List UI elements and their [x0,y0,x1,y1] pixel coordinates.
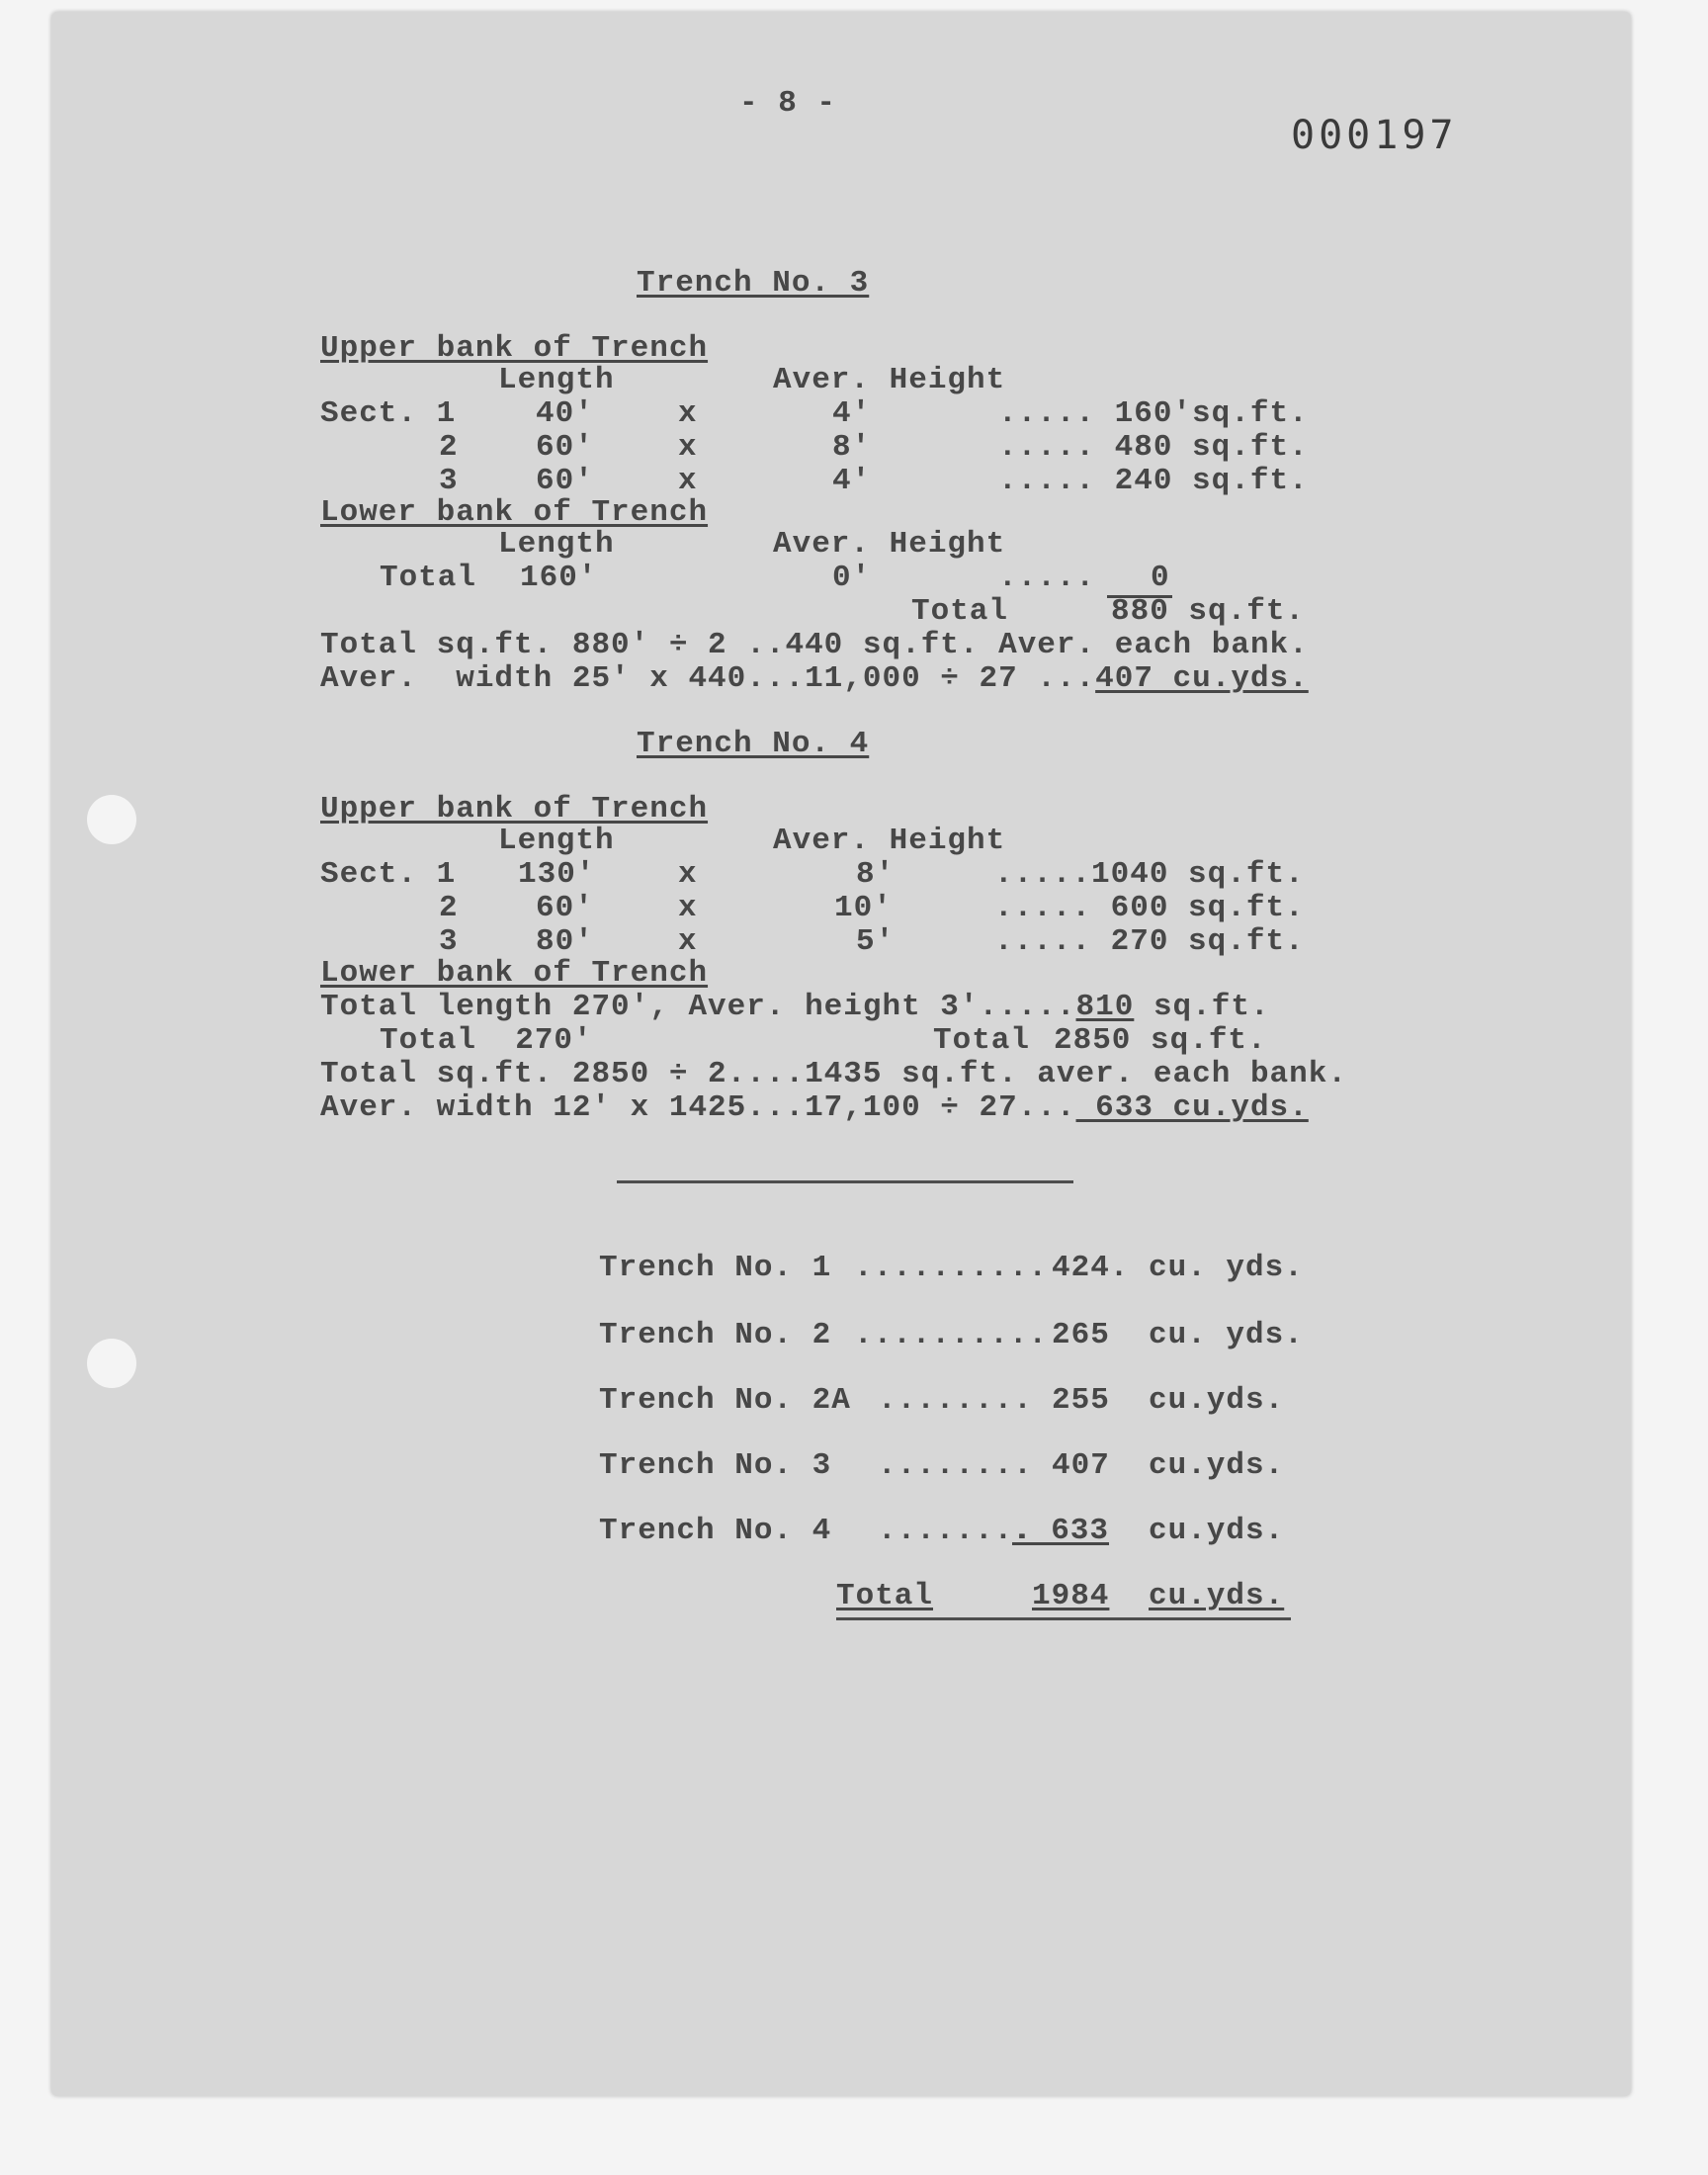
trench4-calc1: Total sq.ft. 2850 ÷ 2....1435 sq.ft. aver. each bank. [320,1057,1347,1091]
trench3-row3-height: 4' [832,464,872,498]
trench3-row1-length: 40' [536,396,594,431]
summary-row-4-dots: ........ [878,1448,1033,1483]
trench3-upper-heading: Upper bank of Trench [320,331,709,366]
trench3-lower-total-length: 160' [520,561,598,595]
trench3-calc1: Total sq.ft. 880' ÷ 2 ..440 sq.ft. Aver. each bank. [320,628,1309,662]
trench4-col-length: Length [498,824,615,858]
summary-row-3-dots: ........ [878,1383,1033,1418]
trench3-row1-result: ..... 160'sq.ft. [998,396,1309,431]
trench4-total-value: 2850 sq.ft. [1054,1023,1267,1058]
summary-row-1-dots: .......... [854,1251,1049,1285]
trench4-row1-height: 8' [856,857,896,892]
trench4-lower-heading: Lower bank of Trench [320,956,709,991]
trench4-row2-height: 10' [834,891,893,925]
trench4-row3-label: 3 [439,924,459,959]
trench4-row3-height: 5' [856,924,896,959]
summary-row-4-value: 407 [1052,1448,1110,1483]
summary-row-2-unit: cu. yds. [1149,1318,1304,1352]
document-number-stamp: 000197 [1291,113,1458,158]
section-divider [617,1180,1073,1183]
summary-row-4-unit: cu.yds. [1149,1448,1285,1483]
trench3-row3-x: x [678,464,698,498]
summary-total-label: Total [836,1579,934,1613]
page-number: - 8 - [739,86,837,121]
trench4-row2-length: 60' [536,891,594,925]
trench3-row1-label: Sect. 1 [320,396,457,431]
punch-hole-upper [87,795,136,844]
trench3-calc2-prefix: Aver. width 25' x 440...11,000 ÷ 27 ... [320,661,1096,696]
trench3-total-label: Total [911,594,1009,629]
summary-row-5-value: . 633 [1012,1514,1110,1548]
trench3-row2-result: ..... 480 sq.ft. [998,430,1309,465]
trench4-title: Trench No. 4 [637,727,870,761]
trench4-upper-heading: Upper bank of Trench [320,792,709,826]
trench3-row1-x: x [678,396,698,431]
trench4-row3-result: ..... 270 sq.ft. [994,924,1305,959]
trench4-row1-label: Sect. 1 [320,857,457,892]
trench3-lower-col-length: Length [498,527,615,562]
trench3-row2-x: x [678,430,698,465]
trench4-row3-x: x [678,924,698,959]
trench4-calc2 [320,1091,1309,1125]
trench4-total-left: Total 270' [380,1023,593,1058]
trench4-row2-x: x [678,891,698,925]
trench3-row2-label: 2 [439,430,459,465]
summary-row-1-unit: cu. yds. [1149,1251,1304,1285]
trench4-row1-result: .....1040 sq.ft. [994,857,1305,892]
summary-row-5-unit: cu.yds. [1149,1514,1285,1548]
trench3-col-length: Length [498,363,615,397]
trench3-lower-col-height: Aver. Height [773,527,1006,562]
summary-row-1-value: 424. [1052,1251,1130,1285]
trench4-row1-length: 130' [518,857,596,892]
trench3-calc2-result: 407 cu.yds. [1095,661,1309,696]
summary-total-value: 1984 [1032,1579,1110,1613]
summary-row-4-label: Trench No. 3 [599,1448,832,1483]
trench3-col-height: Aver. Height [773,363,1006,397]
summary-row-5-label: Trench No. 4 [599,1514,832,1548]
trench3-row3-length: 60' [536,464,594,498]
summary-row-2-value: 265 [1052,1318,1110,1352]
trench3-row2-length: 60' [536,430,594,465]
summary-row-3-label: Trench No. 2A [599,1383,851,1418]
summary-row-3-value: 255 [1052,1383,1110,1418]
trench4-calc2-result: 633 cu.yds. [1075,1090,1309,1125]
trench3-lower-result: 0 [1107,562,1172,598]
trench3-lower-total-label: Total [380,561,477,595]
trench4-col-height: Aver. Height [773,824,1006,858]
trench4-total-label: Total [933,1023,1031,1058]
trench3-row1-height: 4' [832,396,872,431]
trench4-row3-length: 80' [536,924,594,959]
trench4-row2-result: ..... 600 sq.ft. [994,891,1305,925]
document-page [51,12,1631,2096]
summary-row-2-label: Trench No. 2 [599,1318,832,1352]
trench3-lower-height: 0' [832,561,872,595]
trench3-title: Trench No. 3 [637,266,870,301]
trench3-total-value: 880 sq.ft. [1111,594,1306,629]
summary-row-2-dots: .......... [854,1318,1049,1352]
summary-row-3-unit: cu.yds. [1149,1383,1285,1418]
trench3-row2-height: 8' [832,430,872,465]
trench3-lower-dots: ..... [998,561,1096,595]
punch-hole-lower [87,1339,136,1388]
summary-row-1-label: Trench No. 1 [599,1251,832,1285]
summary-total-unit: cu.yds. [1149,1579,1285,1613]
trench4-row2-label: 2 [439,891,459,925]
summary-row-5-dots: ........ [878,1514,1033,1548]
trench3-row3-result: ..... 240 sq.ft. [998,464,1309,498]
trench3-lower-heading: Lower bank of Trench [320,495,709,530]
trench4-lower-line: Total length 270', Aver. height 3'.....810 sq.ft. [320,990,1270,1024]
trench4-row1-x: x [678,857,698,892]
trench3-calc2 [320,662,1309,696]
trench3-row3-label: 3 [439,464,459,498]
trench4-calc2-prefix: Aver. width 12' x 1425...17,100 ÷ 27... [320,1090,1076,1125]
summary-total-underline [836,1617,1291,1620]
